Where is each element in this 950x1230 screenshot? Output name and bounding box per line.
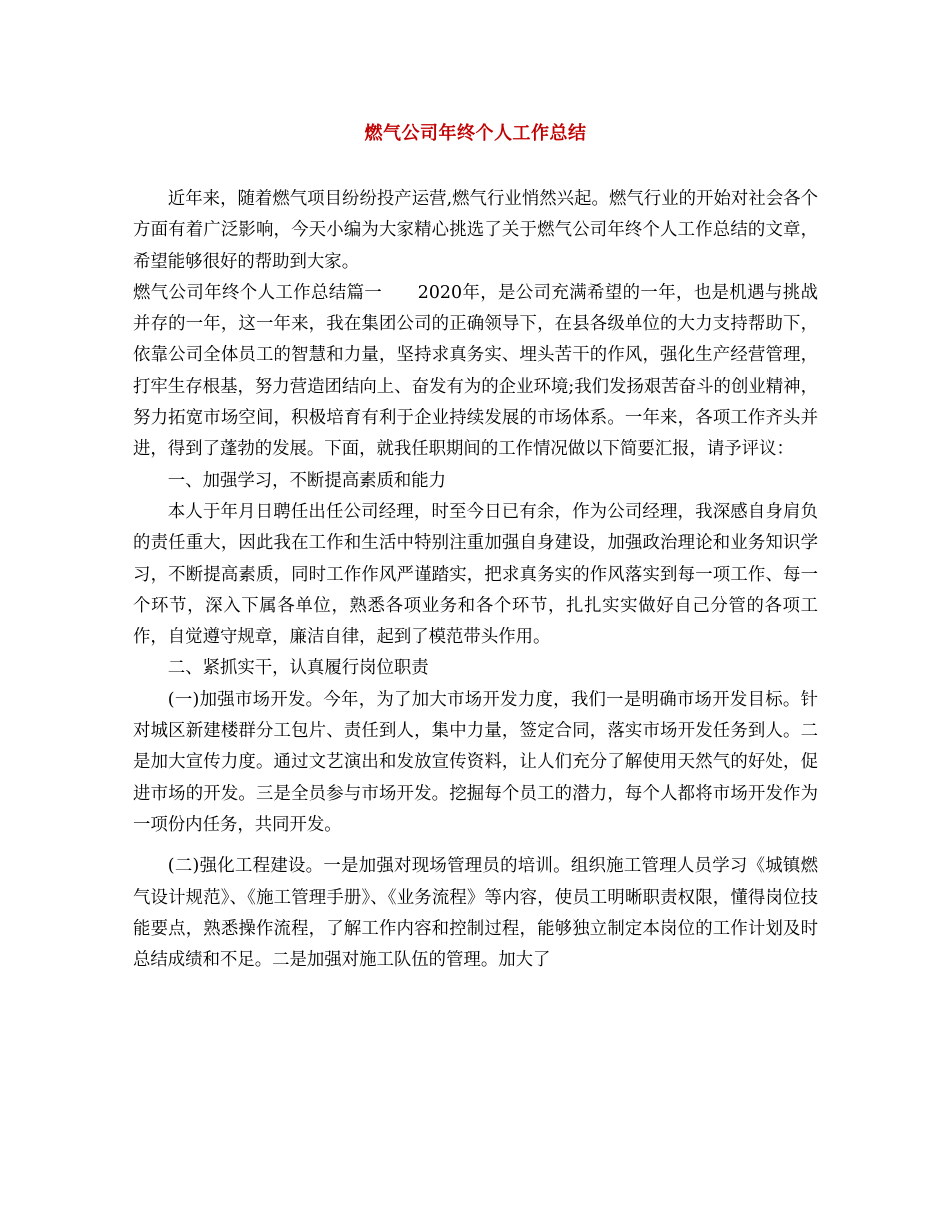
heading-two: 二、紧抓实干，认真履行岗位职责	[167, 658, 429, 679]
document-page	[133, 120, 818, 976]
section-intro-paragraph: 燃气公司年终个人工作总结篇一 2020年，是公司充满希望的一年，也是机遇与挑战并存的一年，这一年来，我在集团公司的正确领导下，在县各级单位的大力支持帮助下，依靠公司全体员工的智慧和力量，坚持求真务实、埋头苦干的作风，强化生产经营管理，打牢生存根基，努力营造团结向上、奋发有为的企业环境;我们发扬艰苦奋斗的创业精神，努力拓宽市场空间，积极培育有利于企业持续发展的市场体系。一年来，各项工作齐头并进，得到了蓬勃的发展。下面，就我任职期间的工作情况做以下简要汇报，请予评议：	[133, 282, 818, 460]
paragraph-market: (一)加强市场开发。今年，为了加大市场开发力度，我们一是明确市场开发目标。针对城区新建楼群分工包片、责任到人，集中力量，签定合同，落实市场开发任务到人。二是加大宣传力度。通过文艺演出和发放宣传资料，让人们充分了解使用天然气的好处，促进市场的开发。三是全员参与市场开发。挖掘每个员工的潜力，每个人都将市场开发作为一项份内任务，共同开发。	[133, 689, 818, 835]
paragraph-study: 本人于年月日聘任出任公司经理，时至今日已有余，作为公司经理，我深感自身肩负的责任重大，因此我在工作和生活中特别注重加强自身建设，加强政治理论和业务知识学习，不断提高素质，同时工作作风严谨踏实，把求真务实的作风落实到每一项工作、每一个环节，深入下属各单位，熟悉各项业务和各个环节，扎扎实实做好自己分管的各项工作，自觉遵守规章，廉洁自律，起到了模范带头作用。	[133, 501, 818, 648]
paragraph-engineering: (二)强化工程建设。一是加强对现场管理员的培训。组织施工管理人员学习《城镇燃气设计规范》、《施工管理手册》、《业务流程》等内容，使员工明晰职责权限，懂得岗位技能要点，熟悉操作流程，了解工作内容和控制过程，能够独立制定本岗位的工作计划及时总结成绩和不足。二是加强对施工队伍的管理。加大了	[133, 856, 818, 971]
document-title: 燃气公司年终个人工作总结	[364, 123, 587, 144]
intro-paragraph: 近年来，随着燃气项目纷纷投产运营,燃气行业悄然兴起。燃气行业的开始对社会各个方面有着广泛影响，今天小编为大家精心挑选了关于燃气公司年终个人工作总结的文章，希望能够很好的帮助到大家。	[133, 189, 818, 272]
heading-one: 一、加强学习，不断提高素质和能力	[167, 470, 447, 491]
